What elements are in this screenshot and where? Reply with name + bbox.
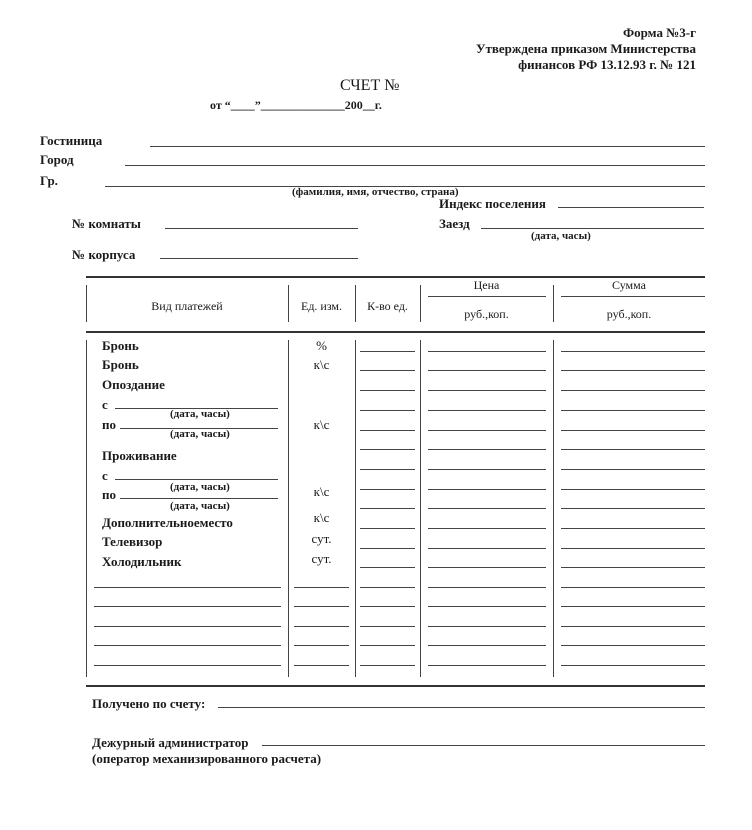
sum-line[interactable] bbox=[561, 410, 705, 411]
qty-line[interactable] bbox=[360, 587, 415, 588]
sum-line[interactable] bbox=[561, 665, 705, 666]
sum-header-divider bbox=[561, 296, 705, 297]
blank-unit-line[interactable] bbox=[294, 665, 349, 666]
table-header-bottom-border bbox=[86, 331, 705, 333]
table-bottom-border bbox=[86, 685, 705, 687]
item-late: Опоздание bbox=[102, 377, 165, 392]
stay-from-hint: (дата, часы) bbox=[170, 481, 230, 493]
check-in-hint: (дата, часы) bbox=[531, 230, 591, 242]
price-line[interactable] bbox=[428, 528, 546, 529]
qty-line[interactable] bbox=[360, 469, 415, 470]
unit-extra-bed: к\с bbox=[313, 510, 330, 525]
price-line[interactable] bbox=[428, 587, 546, 588]
unit-tv: сут. bbox=[311, 531, 332, 546]
price-line[interactable] bbox=[428, 626, 546, 627]
blank-payment-line[interactable] bbox=[94, 645, 281, 646]
blank-unit-line[interactable] bbox=[294, 587, 349, 588]
admin-sub-label: (оператор механизированного расчета) bbox=[92, 751, 322, 766]
qty-line[interactable] bbox=[360, 626, 415, 627]
qty-line[interactable] bbox=[360, 351, 415, 352]
city-label: Город bbox=[40, 152, 74, 167]
price-line[interactable] bbox=[428, 469, 546, 470]
city-field[interactable] bbox=[125, 165, 705, 166]
received-label: Получено по счету: bbox=[92, 696, 206, 711]
blank-payment-line[interactable] bbox=[94, 587, 281, 588]
unit-booking-1: % bbox=[316, 338, 327, 353]
qty-line[interactable] bbox=[360, 449, 415, 450]
blank-payment-line[interactable] bbox=[94, 606, 281, 607]
invoice-title: СЧЕТ № bbox=[340, 77, 400, 94]
price-line[interactable] bbox=[428, 410, 546, 411]
price-line[interactable] bbox=[428, 665, 546, 666]
sum-line[interactable] bbox=[561, 528, 705, 529]
sum-line[interactable] bbox=[561, 449, 705, 450]
qty-line[interactable] bbox=[360, 645, 415, 646]
qty-line[interactable] bbox=[360, 410, 415, 411]
price-line[interactable] bbox=[428, 449, 546, 450]
item-booking-1: Бронь bbox=[102, 338, 139, 353]
blank-unit-line[interactable] bbox=[294, 626, 349, 627]
stay-to-hint: (дата, часы) bbox=[170, 500, 230, 512]
body-divider-4 bbox=[420, 340, 421, 677]
sum-line[interactable] bbox=[561, 351, 705, 352]
col-price-unit: руб.,коп. bbox=[464, 307, 509, 321]
hotel-field[interactable] bbox=[150, 146, 705, 147]
body-divider-2 bbox=[288, 340, 289, 677]
price-line[interactable] bbox=[428, 390, 546, 391]
item-stay: Проживание bbox=[102, 448, 177, 463]
room-field[interactable] bbox=[165, 228, 358, 229]
blank-payment-line[interactable] bbox=[94, 665, 281, 666]
building-label: № корпуса bbox=[72, 247, 136, 262]
body-divider-1 bbox=[86, 340, 87, 677]
price-line[interactable] bbox=[428, 370, 546, 371]
check-in-field[interactable] bbox=[481, 228, 704, 229]
form-number: Форма №3-г bbox=[622, 25, 696, 40]
price-header-divider bbox=[428, 296, 546, 297]
body-divider-5 bbox=[553, 340, 554, 677]
hotel-label: Гостиница bbox=[40, 133, 103, 148]
sum-line[interactable] bbox=[561, 508, 705, 509]
qty-line[interactable] bbox=[360, 665, 415, 666]
sum-line[interactable] bbox=[561, 469, 705, 470]
late-to-hint: (дата, часы) bbox=[170, 428, 230, 440]
settlement-index-label: Индекс поселения bbox=[439, 196, 546, 211]
qty-line[interactable] bbox=[360, 390, 415, 391]
col-payment-header: Вид платежей bbox=[151, 299, 223, 313]
blank-unit-line[interactable] bbox=[294, 606, 349, 607]
stay-to-label: по bbox=[102, 487, 116, 502]
qty-line[interactable] bbox=[360, 489, 415, 490]
col-qty-header: К-во ед. bbox=[367, 299, 408, 313]
price-line[interactable] bbox=[428, 548, 546, 549]
qty-line[interactable] bbox=[360, 567, 415, 568]
item-fridge: Холодильник bbox=[102, 554, 182, 569]
col-price-header: Цена bbox=[473, 278, 500, 292]
qty-line[interactable] bbox=[360, 548, 415, 549]
unit-late: к\с bbox=[313, 417, 330, 432]
body-divider-3 bbox=[355, 340, 356, 677]
unit-fridge: сут. bbox=[311, 551, 332, 566]
settlement-index-field[interactable] bbox=[558, 207, 704, 208]
stay-from-label: с bbox=[102, 468, 108, 483]
sum-line[interactable] bbox=[561, 626, 705, 627]
sum-line[interactable] bbox=[561, 430, 705, 431]
sum-line[interactable] bbox=[561, 567, 705, 568]
qty-line[interactable] bbox=[360, 528, 415, 529]
sum-line[interactable] bbox=[561, 606, 705, 607]
late-from-hint: (дата, часы) bbox=[170, 408, 230, 420]
unit-stay: к\с bbox=[313, 484, 330, 499]
admin-field[interactable] bbox=[262, 745, 705, 746]
received-field[interactable] bbox=[218, 707, 705, 708]
late-to-label: по bbox=[102, 417, 116, 432]
price-line[interactable] bbox=[428, 606, 546, 607]
price-line[interactable] bbox=[428, 645, 546, 646]
invoice-date-line: от “____”______________200__г. bbox=[210, 98, 382, 112]
sum-line[interactable] bbox=[561, 548, 705, 549]
sum-line[interactable] bbox=[561, 587, 705, 588]
item-extra-bed: Дополнительноеместо bbox=[102, 515, 233, 530]
sum-line[interactable] bbox=[561, 645, 705, 646]
sum-line[interactable] bbox=[561, 489, 705, 490]
price-line[interactable] bbox=[428, 351, 546, 352]
qty-line[interactable] bbox=[360, 430, 415, 431]
room-label: № комнаты bbox=[72, 216, 141, 231]
guest-label: Гр. bbox=[40, 173, 58, 188]
col-unit-header: Ед. изм. bbox=[300, 299, 343, 313]
item-tv: Телевизор bbox=[102, 534, 163, 549]
late-from-label: с bbox=[102, 397, 108, 412]
approval-line-1: Утверждена приказом Министерства bbox=[475, 41, 696, 56]
qty-line[interactable] bbox=[360, 370, 415, 371]
blank-unit-line[interactable] bbox=[294, 645, 349, 646]
building-field[interactable] bbox=[160, 258, 358, 259]
approval-line-2: финансов РФ 13.12.93 г. № 121 bbox=[518, 57, 696, 72]
sum-line[interactable] bbox=[561, 370, 705, 371]
guest-hint: (фамилия, имя, отчество, страна) bbox=[292, 186, 459, 198]
stay-to-field[interactable] bbox=[120, 498, 278, 499]
item-booking-2: Бронь bbox=[102, 357, 139, 372]
price-line[interactable] bbox=[428, 567, 546, 568]
sum-line[interactable] bbox=[561, 390, 705, 391]
blank-payment-line[interactable] bbox=[94, 626, 281, 627]
price-line[interactable] bbox=[428, 489, 546, 490]
price-line[interactable] bbox=[428, 430, 546, 431]
qty-line[interactable] bbox=[360, 606, 415, 607]
check-in-label: Заезд bbox=[439, 216, 470, 231]
qty-line[interactable] bbox=[360, 508, 415, 509]
stay-from-field[interactable] bbox=[115, 479, 278, 480]
price-line[interactable] bbox=[428, 508, 546, 509]
col-sum-header: Сумма bbox=[612, 278, 646, 292]
col-sum-unit: руб.,коп. bbox=[606, 307, 652, 321]
admin-label: Дежурный администратор bbox=[92, 735, 249, 750]
unit-booking-2: к\с bbox=[313, 357, 330, 372]
